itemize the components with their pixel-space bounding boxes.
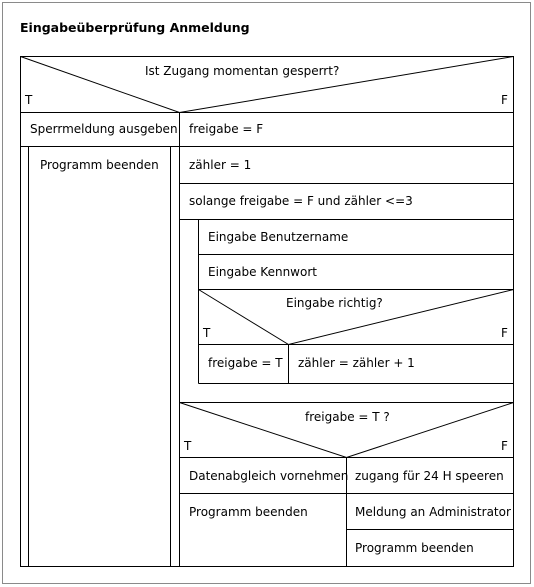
eingabe-benutzername-step: Eingabe Benutzername — [208, 230, 349, 244]
cond3-false-label: F — [501, 439, 508, 453]
datenabgleich-step: Datenabgleich vornehmen — [189, 469, 349, 483]
cond1-true-label: T — [25, 93, 33, 107]
cond3-question: freigabe = T ? — [305, 410, 390, 424]
freigabe-f-step: freigabe = F — [189, 122, 264, 136]
cond3-true-label: T — [184, 439, 192, 453]
programm-beenden-true: Programm beenden — [189, 505, 308, 519]
meldung-admin-step: Meldung an Administrator — [355, 505, 511, 519]
zaehler-init-step: zähler = 1 — [189, 158, 252, 172]
zaehler-increment-step: zähler = zähler + 1 — [298, 356, 415, 370]
eingabe-kennwort-step: Eingabe Kennwort — [208, 265, 317, 279]
programm-beenden-left: Programm beenden — [40, 158, 159, 172]
cond1-false-label: F — [501, 93, 508, 107]
freigabe-t-step: freigabe = T — [208, 356, 283, 370]
zugang-sperren-step: zugang für 24 H speeren — [355, 469, 504, 483]
cond2-false-label: F — [501, 326, 508, 340]
cond1-question: Ist Zugang momentan gesperrt? — [145, 64, 340, 78]
diagram-title: Eingabeüberprüfung Anmeldung — [20, 20, 250, 35]
programm-beenden-false: Programm beenden — [355, 541, 474, 555]
cond2-question: Eingabe richtig? — [286, 296, 383, 310]
cond2-true-label: T — [203, 326, 211, 340]
loop-condition: solange freigabe = F und zähler <=3 — [189, 194, 413, 208]
sperrmeldung-step: Sperrmeldung ausgeben — [30, 122, 178, 136]
